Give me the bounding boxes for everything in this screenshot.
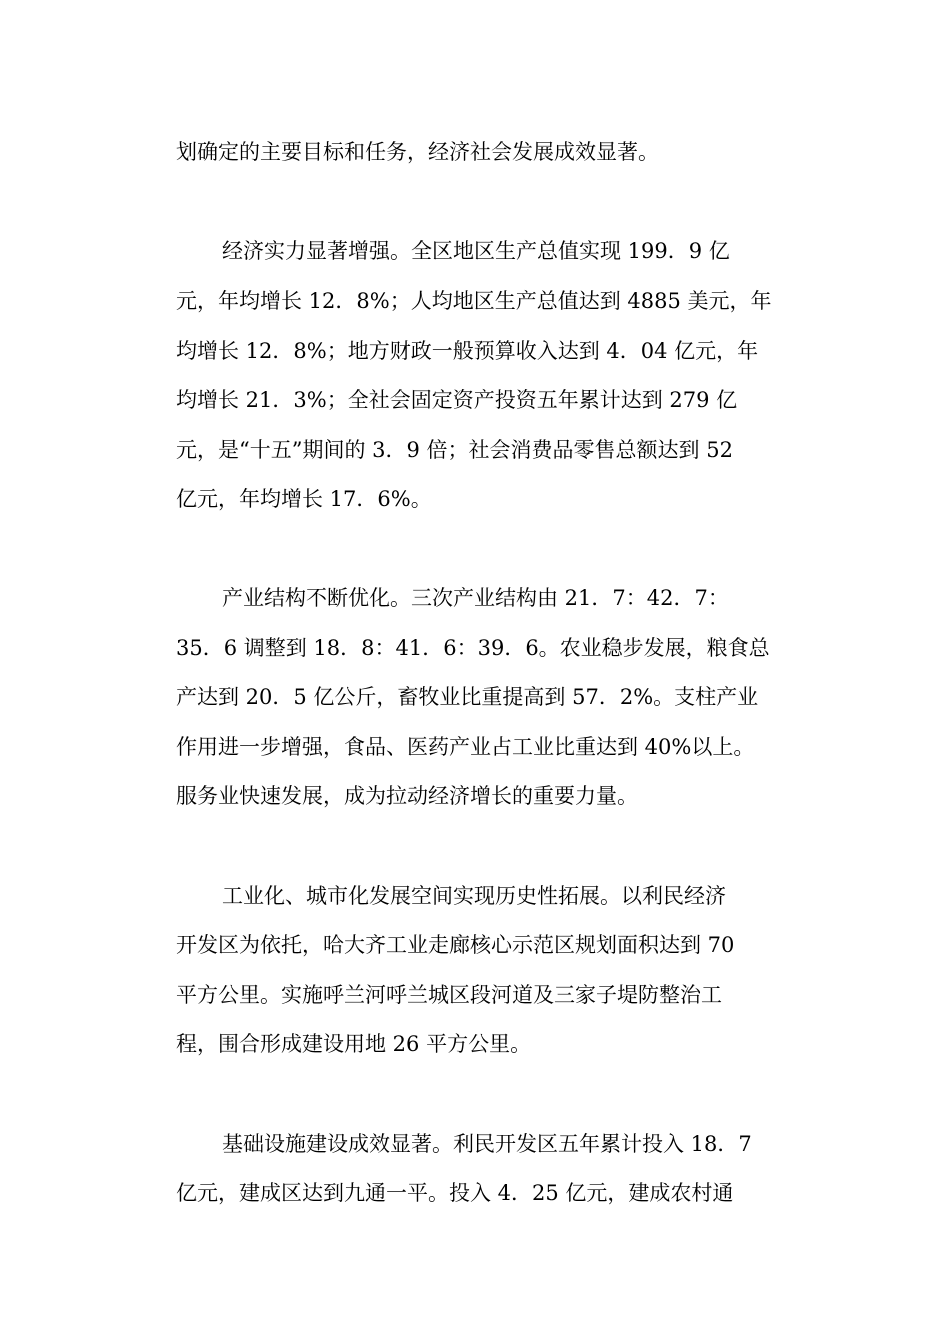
text-line: 亿元，年均增长 17．6%。 [176, 487, 432, 511]
text-line: 亿元，建成区达到九通一平。投入 4．25 亿元，建成农村通 [176, 1181, 734, 1205]
text-line: 平方公里。实施呼兰河呼兰城区段河道及三家子堤防整治工 [176, 983, 722, 1007]
text-line: 划确定的主要目标和任务，经济社会发展成效显著。 [176, 140, 659, 164]
text-line: 35．6 调整到 18．8：41．6：39．6。农业稳步发展，粮食总 [176, 636, 770, 660]
text-line: 元，是“十五”期间的 3．9 倍；社会消费品零售总额达到 52 [176, 438, 733, 462]
text-line: 均增长 21．3%；全社会固定资产投资五年累计达到 279 亿 [176, 388, 738, 412]
text-line: 元，年均增长 12．8%；人均地区生产总值达到 4885 美元，年 [176, 289, 772, 313]
paragraph-first-line: 基础设施建设成效显著。利民开发区五年累计投入 18．7 [222, 1132, 752, 1156]
text-line: 产达到 20．5 亿公斤，畜牧业比重提高到 57．2%。支柱产业 [176, 685, 759, 709]
text-line: 开发区为依托，哈大齐工业走廊核心示范区规划面积达到 70 [176, 933, 735, 957]
text-line: 服务业快速发展，成为拉动经济增长的重要力量。 [176, 784, 638, 808]
text-line: 程，围合形成建设用地 26 平方公里。 [176, 1032, 532, 1056]
paragraph-first-line: 经济实力显著增强。全区地区生产总值实现 199．9 亿 [222, 239, 730, 263]
paragraph-first-line: 工业化、城市化发展空间实现历史性拓展。以利民经济 [222, 884, 726, 908]
text-line: 均增长 12．8%；地方财政一般预算收入达到 4．04 亿元，年 [176, 339, 759, 363]
paragraph-first-line: 产业结构不断优化。三次产业结构由 21．7：42．7： [222, 586, 729, 610]
text-line: 作用进一步增强，食品、医药产业占工业比重达到 40%以上。 [176, 735, 755, 759]
